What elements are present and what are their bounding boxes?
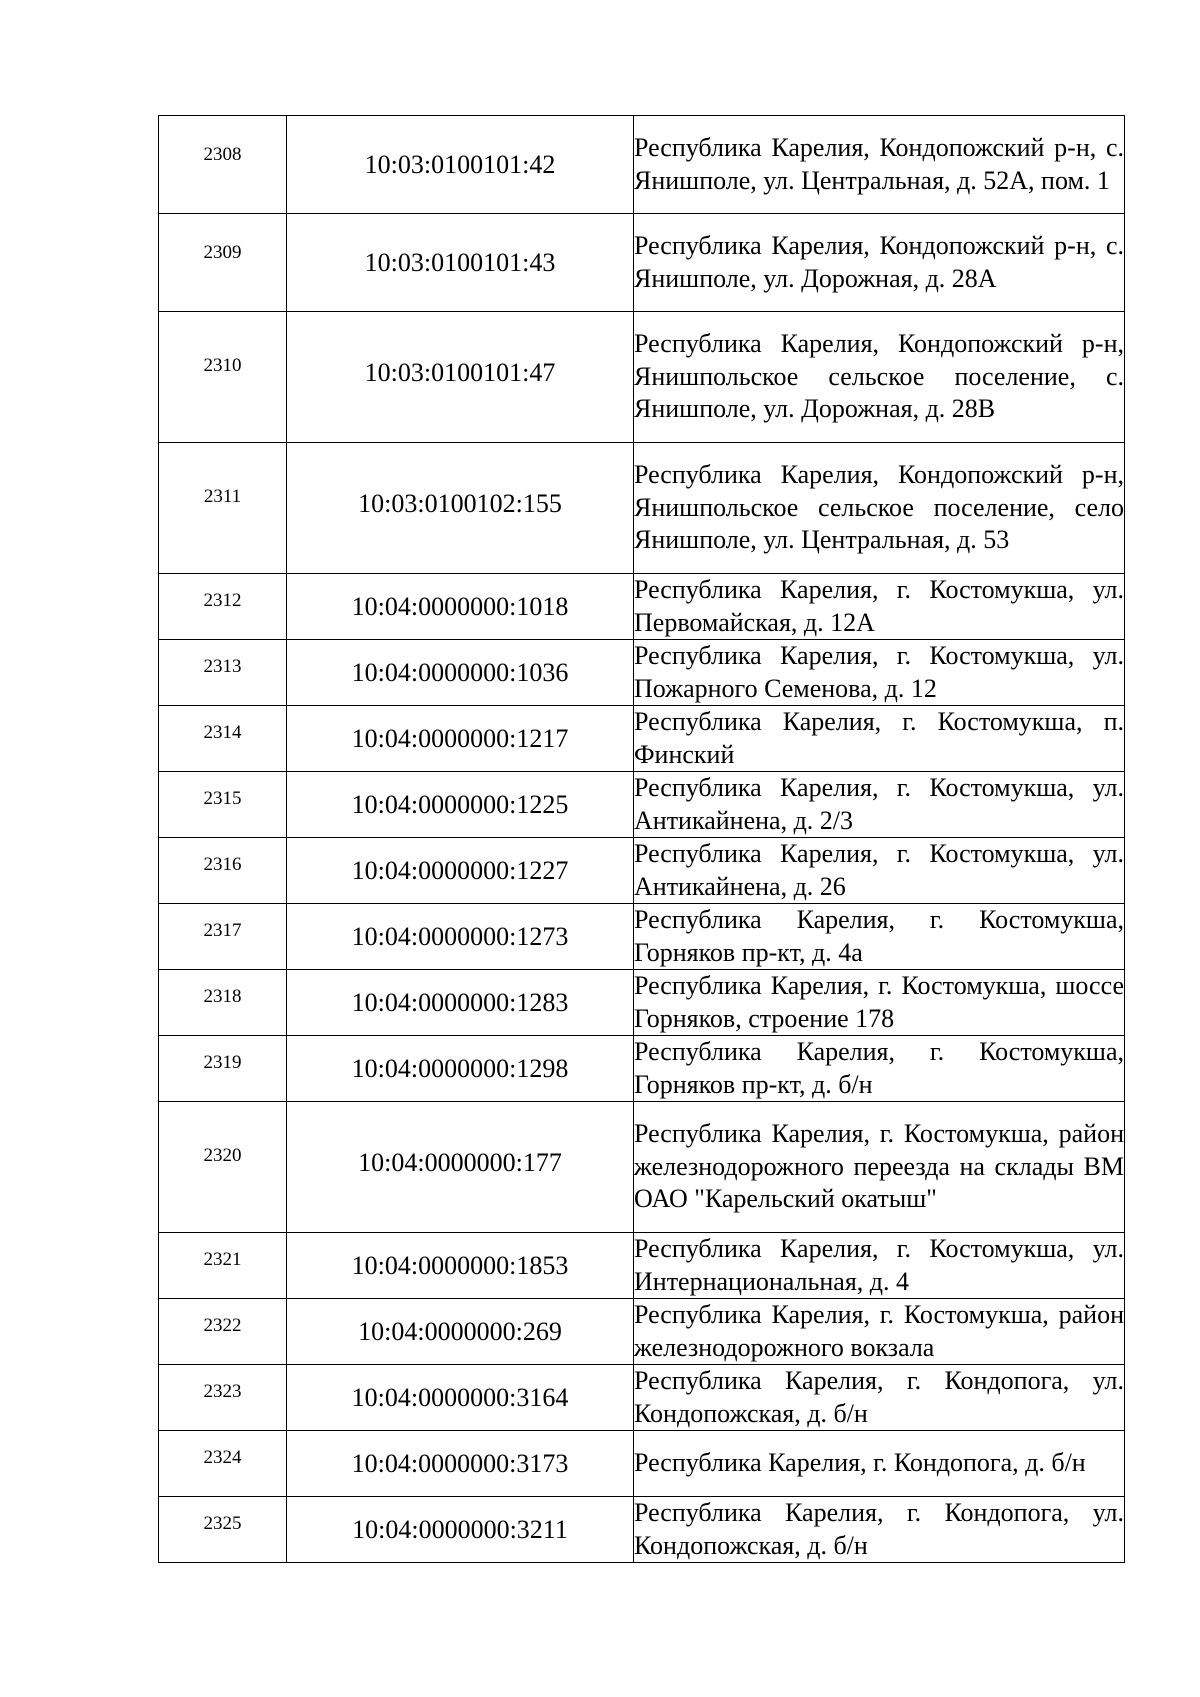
- cadastral-number: 10:04:0000000:1225: [287, 772, 634, 838]
- row-number: 2308: [159, 116, 287, 214]
- address-cell: Республика Карелия, г. Костомукша, район железнодорожного переезда на склады ВМ ОАО "Карельский окатыш": [634, 1102, 1125, 1233]
- address-cell: Республика Карелия, г. Кондопога, ул. Кондопожская, д. б/н: [634, 1365, 1125, 1431]
- table-row: [159, 312, 1125, 443]
- cadastral-number: 10:03:0100102:155: [287, 443, 634, 574]
- address-cell: Республика Карелия, Кондопожский р-н, Янишпольское сельское поселение, с. Янишполе, ул. Дорожная, д. 28В: [634, 312, 1125, 443]
- row-number: 2313: [159, 640, 287, 706]
- table-row: [159, 904, 1125, 970]
- table-row: [159, 1036, 1125, 1102]
- address-cell: Республика Карелия, Кондопожский р-н, с. Янишполе, ул. Центральная, д. 52А, пом. 1: [634, 116, 1125, 214]
- property-register-table: [158, 115, 1125, 1563]
- row-number: 2317: [159, 904, 287, 970]
- address-cell: Республика Карелия, г. Костомукша, район железнодорожного вокзала: [634, 1299, 1125, 1365]
- row-number: 2312: [159, 574, 287, 640]
- table-row: [159, 970, 1125, 1036]
- row-number: 2309: [159, 214, 287, 312]
- address-cell: Республика Карелия, г. Костомукша, ул. Пожарного Семенова, д. 12: [634, 640, 1125, 706]
- address-cell: Республика Карелия, г. Костомукша, шоссе Горняков, строение 178: [634, 970, 1125, 1036]
- table-row: [159, 1365, 1125, 1431]
- row-number: 2320: [159, 1102, 287, 1233]
- address-cell: Республика Карелия, г. Костомукша, ул. Интернациональная, д. 4: [634, 1233, 1125, 1299]
- cadastral-number: 10:04:0000000:269: [287, 1299, 634, 1365]
- table-row: [159, 706, 1125, 772]
- table-row: [159, 214, 1125, 312]
- table-row: [159, 1431, 1125, 1497]
- row-number: 2318: [159, 970, 287, 1036]
- cadastral-number: 10:04:0000000:1018: [287, 574, 634, 640]
- table-row: [159, 1233, 1125, 1299]
- cadastral-number: 10:04:0000000:1853: [287, 1233, 634, 1299]
- row-number: 2314: [159, 706, 287, 772]
- row-number: 2316: [159, 838, 287, 904]
- cadastral-number: 10:04:0000000:1273: [287, 904, 634, 970]
- table-row: [159, 116, 1125, 214]
- cadastral-number: 10:04:0000000:1283: [287, 970, 634, 1036]
- table-row: [159, 1102, 1125, 1233]
- row-number: 2324: [159, 1431, 287, 1497]
- address-cell: Республика Карелия, г. Кондопога, ул. Кондопожская, д. б/н: [634, 1497, 1125, 1563]
- cadastral-number: 10:04:0000000:1298: [287, 1036, 634, 1102]
- row-number: 2325: [159, 1497, 287, 1563]
- row-number: 2315: [159, 772, 287, 838]
- address-cell: Республика Карелия, г. Костомукша, ул. Антикайнена, д. 26: [634, 838, 1125, 904]
- cadastral-number: 10:04:0000000:177: [287, 1102, 634, 1233]
- row-number: 2323: [159, 1365, 287, 1431]
- table-row: [159, 1299, 1125, 1365]
- address-cell: Республика Карелия, Кондопожский р-н, Янишпольское сельское поселение, село Янишполе, ул. Центральная, д. 53: [634, 443, 1125, 574]
- table-row: [159, 1497, 1125, 1563]
- cadastral-number: 10:04:0000000:3211: [287, 1497, 634, 1563]
- address-cell: Республика Карелия, Кондопожский р-н, с. Янишполе, ул. Дорожная, д. 28А: [634, 214, 1125, 312]
- cadastral-number: 10:04:0000000:1227: [287, 838, 634, 904]
- cadastral-number: 10:03:0100101:47: [287, 312, 634, 443]
- address-cell: Республика Карелия, г. Костомукша, Горняков пр-кт, д. 4а: [634, 904, 1125, 970]
- table-row: [159, 640, 1125, 706]
- row-number: 2310: [159, 312, 287, 443]
- table-row: [159, 838, 1125, 904]
- cadastral-number: 10:03:0100101:42: [287, 116, 634, 214]
- cadastral-number: 10:04:0000000:3164: [287, 1365, 634, 1431]
- address-cell: Республика Карелия, г. Костомукша, ул. Антикайнена, д. 2/3: [634, 772, 1125, 838]
- row-number: 2321: [159, 1233, 287, 1299]
- address-cell: Республика Карелия, г. Костомукша, п. Финский: [634, 706, 1125, 772]
- table-row: [159, 574, 1125, 640]
- cadastral-number: 10:04:0000000:1036: [287, 640, 634, 706]
- table-row: [159, 443, 1125, 574]
- row-number: 2319: [159, 1036, 287, 1102]
- row-number: 2322: [159, 1299, 287, 1365]
- cadastral-number: 10:04:0000000:1217: [287, 706, 634, 772]
- address-cell: Республика Карелия, г. Кондопога, д. б/н: [634, 1431, 1125, 1497]
- row-number: 2311: [159, 443, 287, 574]
- cadastral-number: 10:03:0100101:43: [287, 214, 634, 312]
- table-row: [159, 772, 1125, 838]
- cadastral-number: 10:04:0000000:3173: [287, 1431, 634, 1497]
- address-cell: Республика Карелия, г. Костомукша, Горняков пр-кт, д. б/н: [634, 1036, 1125, 1102]
- address-cell: Республика Карелия, г. Костомукша, ул. Первомайская, д. 12А: [634, 574, 1125, 640]
